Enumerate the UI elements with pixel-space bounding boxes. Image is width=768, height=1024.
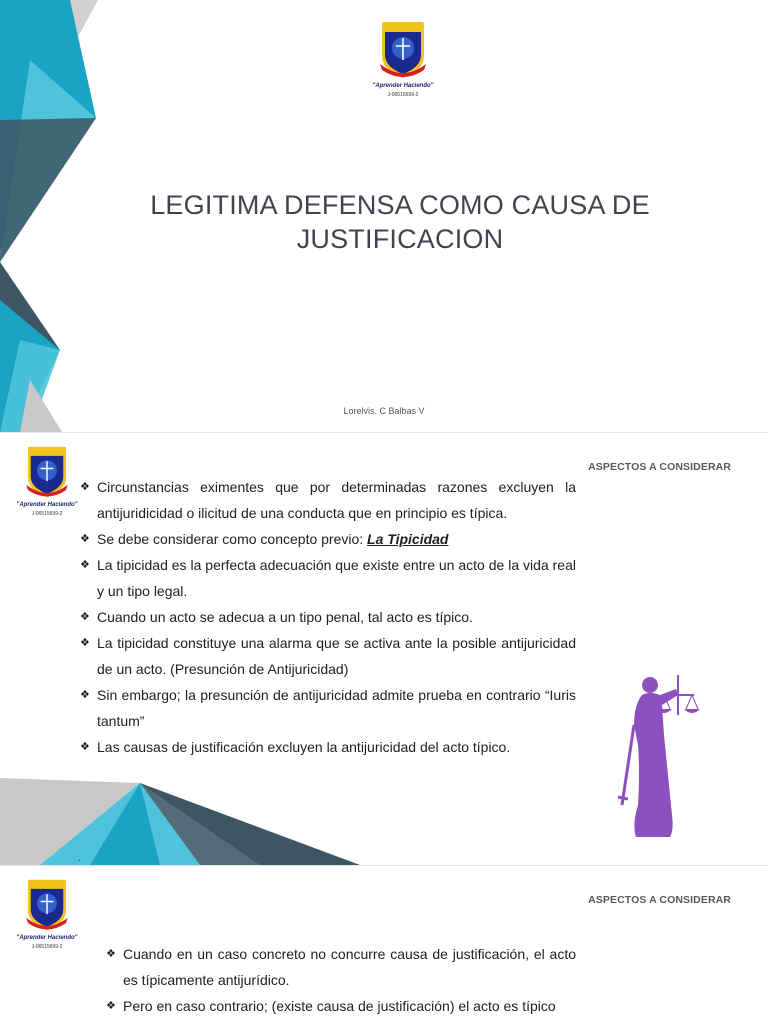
school-crest-icon: [12, 445, 82, 501]
list-item: ❖ Las causas de justificación excluyen la antijuricidad del acto típico.: [80, 734, 576, 760]
diamond-bullet-icon: ❖: [80, 611, 90, 623]
key-term: La Tipicidad: [367, 531, 449, 547]
list-item: ❖ La tipicidad constituye una alarma que se activa ante la posible antijuricidad de un acto. (Presunción de Antijuricidad): [80, 630, 576, 682]
decorative-triangles-left: [0, 0, 110, 432]
list-item: ❖ Se debe considerar como concepto previo: La Tipicidad: [80, 526, 576, 552]
content-slide-2: [0, 866, 768, 1024]
bullet-list: [106, 941, 576, 1019]
school-logo: [12, 445, 82, 527]
logo-rif: J-06515699-2: [31, 511, 63, 517]
bullet-list: [80, 474, 576, 760]
lady-justice-icon: [612, 665, 702, 845]
diamond-bullet-icon: ❖: [80, 689, 90, 701]
diamond-bullet-icon: ❖: [80, 637, 90, 649]
logo-motto: "Aprender Haciendo": [372, 83, 434, 89]
school-crest-icon: [368, 20, 438, 82]
logo-rif: J-06515699-2: [31, 944, 63, 950]
list-item: ❖ Cuando un acto se adecua a un tipo penal, tal acto es típico.: [80, 604, 576, 630]
content-slide-1: [0, 433, 768, 865]
diamond-bullet-icon: ❖: [106, 948, 116, 960]
author-name: Lorelvis. C Balbas V: [343, 406, 425, 416]
list-item: ❖ Pero en caso contrario; (existe causa de justificación) el acto es típico: [106, 993, 576, 1019]
school-logo: [12, 878, 82, 960]
section-header: ASPECTOS A CONSIDERAR: [588, 461, 731, 473]
diamond-bullet-icon: ❖: [106, 1000, 116, 1012]
school-logo: [368, 20, 438, 102]
logo-motto: "Aprender Haciendo": [16, 502, 78, 508]
title-slide: [0, 0, 768, 432]
presentation-title: LEGITIMA DEFENSA COMO CAUSA DE JUSTIFICACION: [150, 190, 650, 254]
list-item: ❖ Cuando en un caso concreto no concurre causa de justificación, el acto es típicamente antijurídico.: [106, 941, 576, 993]
diamond-bullet-icon: ❖: [80, 533, 90, 545]
diamond-bullet-icon: ❖: [80, 481, 90, 493]
logo-motto: "Aprender Haciendo": [16, 935, 78, 941]
section-header: ASPECTOS A CONSIDERAR: [588, 894, 731, 906]
decorative-triangles-bottom: [0, 763, 360, 865]
list-item: ❖ Circunstancias eximentes que por determinadas razones excluyen la antijuridicidad o ilicitud de una conducta que en principio es típica.: [80, 474, 576, 526]
school-crest-icon: [12, 878, 82, 934]
diamond-bullet-icon: ❖: [80, 559, 90, 571]
diamond-bullet-icon: ❖: [80, 741, 90, 753]
list-item: ❖ Sin embargo; la presunción de antijuricidad admite prueba en contrario “Iuris tantum”: [80, 682, 576, 734]
list-item: ❖ La tipicidad es la perfecta adecuación que existe entre un acto de la vida real y un tipo legal.: [80, 552, 576, 604]
logo-rif: J-06515699-2: [387, 92, 419, 98]
stray-mark: .: [78, 853, 81, 864]
